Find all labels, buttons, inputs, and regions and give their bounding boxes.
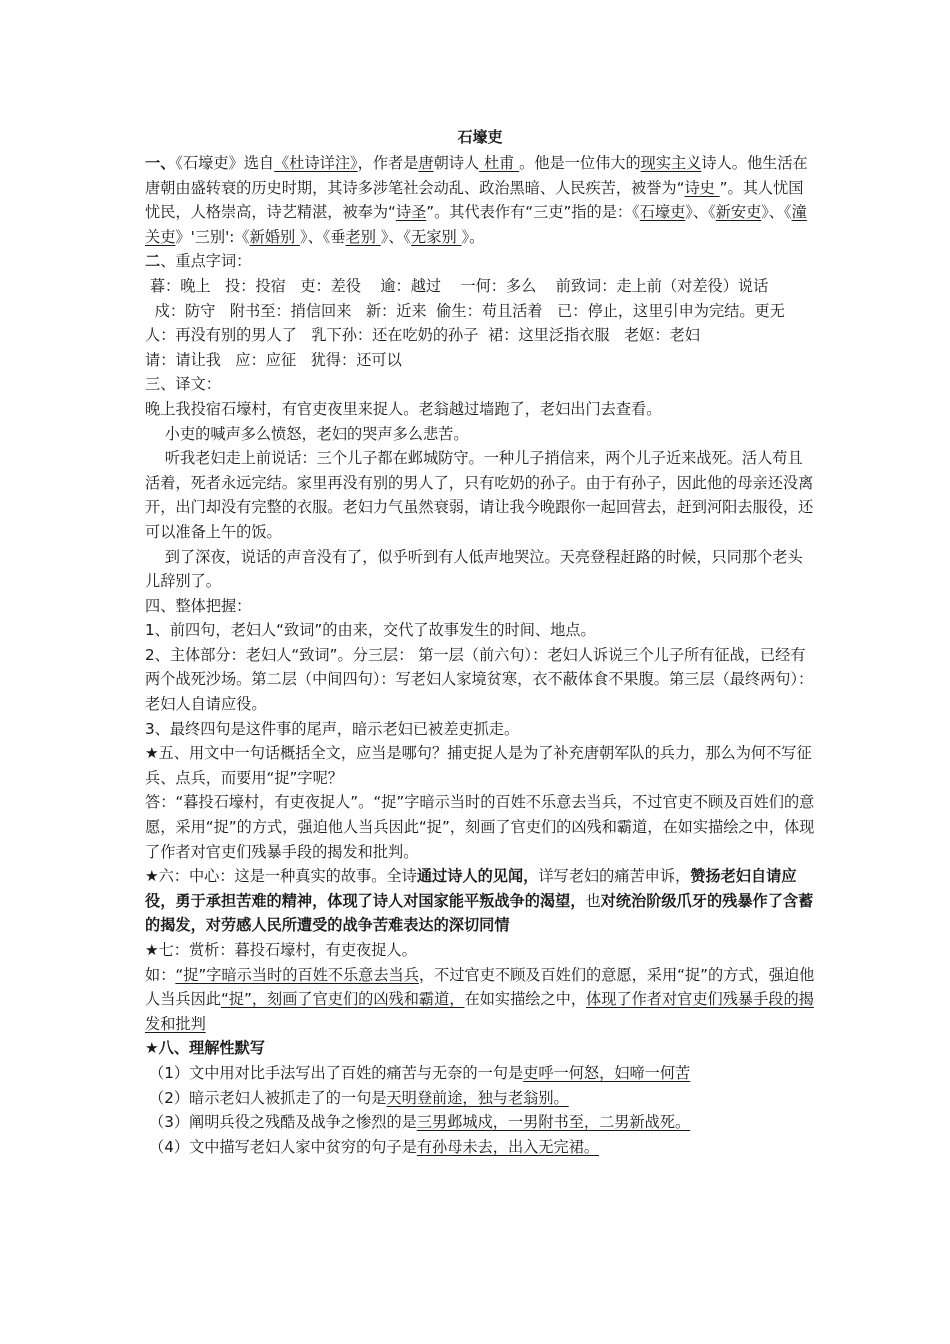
overview-item: 3、最终四句是这件事的尾声，暗示老妇已被差吏抓走。 bbox=[145, 719, 520, 738]
section-6-theme: ★六：中心：这是一种真实的故事。全诗通过诗人的见闻，详写老妇的痛苦申诉，赞扬老妇自请应役，勇于承担苦难的精神，体现了诗人对国家能平叛战争的渴望，也对统治阶级爪牙的残暴作了含蓄的揭发，对劳感人民所遭受的战争苦难表达的深切同情 bbox=[145, 867, 814, 935]
page-title: 石壕吏 bbox=[457, 128, 503, 146]
translation-paragraph: 小吏的喊声多么愤怒，老妇的哭声多么悲苦。 bbox=[164, 424, 469, 443]
dictation-item: （3）阐明兵役之残酷及战争之惨烈的是三男邺城戍，一男附书至，二男新战死。 bbox=[149, 1113, 691, 1132]
dictation-answer: 三男邺城戍，一男附书至，二男新战死。 bbox=[416, 1113, 691, 1132]
section-3-heading: 三、译文： bbox=[145, 375, 221, 394]
section-7-heading: ★七：赏析：暮投石壕村，有吏夜捉人。 bbox=[145, 941, 417, 959]
document-page bbox=[145, 126, 815, 1159]
translation-paragraph: 听我老妇走上前说话：三个儿子都在邺城防守。一种儿子捎信来，两个儿子近来战死。活人苟且活着，死者永远完结。家里再没有别的男人了，只有吃奶的孙子。由于有孙子，因此他的母亲还没离开，出门却没有完整的衣服。老妇力气虽然衰弱，请让我今晚跟你一起回营去，赶到河阳去服役，还可以准备上午的饭。 bbox=[145, 449, 814, 541]
dictation-answer: 吏呼一何怒，妇啼一何苦 bbox=[523, 1063, 691, 1082]
overview-item: 2、主体部分：老妇人“致词”。分三层： 第一层（前六句）：老妇人诉说三个儿子所有征战，已经有两个战死沙场。第二层（中间四句）：写老妇人家境贫寒，衣不蔽体食不果腹。第三层（最终两句）：老妇人自请应役。 bbox=[145, 645, 814, 714]
section-1-number: 一、 bbox=[145, 154, 176, 172]
dictation-item: （1）文中用对比手法写出了百姓的痛苦与无奈的一句是吏呼一何怒，妇啼一何苦 bbox=[149, 1063, 691, 1082]
vocab-line: 戍：防守 附书至：捎信回来 新：近来 偷生：苟且活着 已：停止，这里引申为完结。更无人：再没有别的男人了 乳下孙：还在吃奶的孙子 裙：这里泛指衣服 老妪：老妇 bbox=[145, 301, 785, 345]
section-5-question: ★五、用文中一句话概括全文，应当是哪句？捕吏捉人是为了补充唐朝军队的兵力，那么为何不写征兵、点兵，而要用“捉”字呢？ bbox=[145, 744, 812, 787]
section-2-heading: 二、重点字词： bbox=[145, 252, 252, 271]
section-4-heading: 四、整体把握： bbox=[145, 596, 252, 615]
dictation-item: （4）文中描写老妇人家中贫穷的句子是有孙母未去，出入无完裙。 bbox=[149, 1137, 600, 1156]
overview-item: 1、前四句，老妇人“致词”的由来，交代了故事发生的时间、地点。 bbox=[145, 621, 596, 640]
vocab-line: 暮：晚上 投：投宿 吏：差役 逾：越过 一何：多么 前致词：走上前（对差役）说话 bbox=[145, 276, 769, 295]
dictation-item: （2）暗示老妇人被抓走了的一句是天明登前途，独与老翁别。 bbox=[149, 1088, 569, 1107]
translation-paragraph: 晚上我投宿石壕村，有官吏夜里来捉人。老翁越过墙跑了，老妇出门去查看。 bbox=[145, 399, 662, 418]
dictation-answer: 天明登前途，独与老翁别。 bbox=[386, 1088, 569, 1107]
dictation-answer: 有孙母未去，出入无完裙。 bbox=[416, 1137, 600, 1156]
translation-paragraph: 到了深夜，说话的声音没有了，似乎听到有人低声地哭泣。天亮登程赶路的时候，只同那个老头儿辞别了。 bbox=[145, 547, 803, 591]
section-5-answer: 答：“暮投石壕村，有吏夜捉人”。“捉”字暗示当时的百姓不乐意去当兵，不过官吏不顾及百姓们的意愿，采用“捉”的方式，强迫他人当兵因此“捉”，刻画了官吏们的凶残和霸道，在如实描绘之中，体现了作者对官吏们残暴手段的揭发和批判。 bbox=[145, 793, 815, 861]
section-7-analysis: 如：“捉”字暗示当时的百姓不乐意去当兵，不过官吏不顾及百姓们的意愿，采用“捉”的方式，强迫他人当兵因此“捉”，刻画了官吏们的凶残和霸道，在如实描绘之中，体现了作者对官吏们残暴手段的揭发和批判 bbox=[145, 965, 815, 1033]
star-icon: ★ bbox=[145, 1039, 159, 1058]
section-8-heading: ★八、理解性默写 bbox=[145, 1039, 265, 1058]
vocab-line: 请：请让我 应：应征 犹得：还可以 bbox=[145, 350, 402, 369]
section-1-intro: 一、《石壕吏》选自《杜诗详注》，作者是唐朝诗人 杜甫 。他是一位伟大的现实主义诗人。他生活在唐朝由盛转衰的历史时期，其诗多涉笔社会动乱、政治黑暗、人民疾苦，被誉为“诗史 ”。其人忧国忧民，人格崇高，诗艺精湛，被奉为“诗圣”。其代表作有“三吏”指的是：《石壕吏》、《新安吏》、《潼关吏》'三别':《新婚别 》、《垂老别 》、《无家别 》。 bbox=[145, 154, 808, 246]
